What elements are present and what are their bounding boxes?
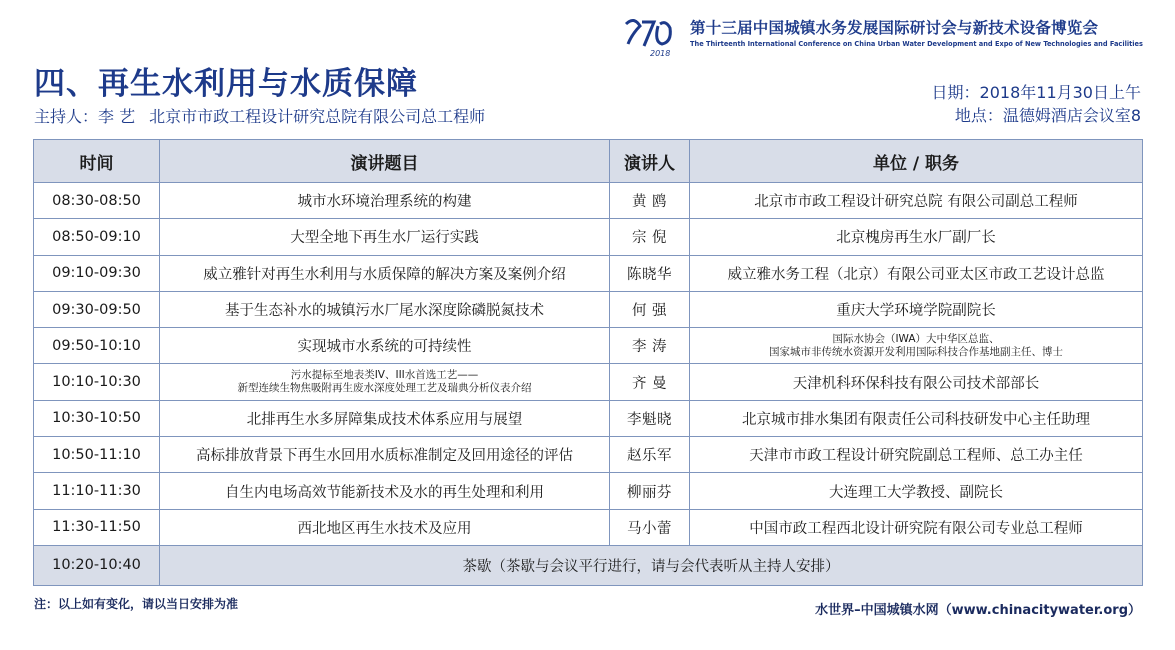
cell-speaker: 何 强 bbox=[610, 291, 690, 327]
cell-speaker: 宗 倪 bbox=[610, 219, 690, 255]
session-date: 日期：2018年11月30日上午 bbox=[931, 83, 1141, 102]
cell-speaker: 马小蕾 bbox=[610, 509, 690, 545]
cell-time: 11:10-11:30 bbox=[34, 473, 160, 509]
session-host bbox=[34, 104, 485, 127]
cell-time: 08:30-08:50 bbox=[34, 183, 160, 219]
table-row bbox=[34, 219, 1143, 255]
table-row bbox=[34, 183, 1143, 219]
cell-org: 威立雅水务工程（北京）有限公司亚太区市政工艺设计总监 bbox=[690, 255, 1143, 291]
cell-topic: 西北地区再生水技术及应用 bbox=[160, 509, 610, 545]
cell-speaker: 李 涛 bbox=[610, 328, 690, 364]
table-row bbox=[34, 255, 1143, 291]
header-org: 单位 / 职务 bbox=[690, 140, 1143, 183]
table-row bbox=[34, 473, 1143, 509]
cell-topic-line: 新型连续生物焦吸附再生废水深度处理工艺及瑞典分析仪表介绍 bbox=[237, 382, 532, 395]
cell-speaker: 李魁晓 bbox=[610, 400, 690, 436]
table-row bbox=[34, 328, 1143, 364]
header-time: 时间 bbox=[34, 140, 160, 183]
cell-speaker: 齐 曼 bbox=[610, 364, 690, 400]
cell-speaker: 赵乐军 bbox=[610, 437, 690, 473]
cell-org bbox=[690, 328, 1143, 364]
cell-speaker: 陈晓华 bbox=[610, 255, 690, 291]
table-row bbox=[34, 400, 1143, 436]
cell-time: 11:30-11:50 bbox=[34, 509, 160, 545]
cell-org: 天津机科环保科技有限公司技术部部长 bbox=[690, 364, 1143, 400]
cell-topic: 大型全地下再生水厂运行实践 bbox=[160, 219, 610, 255]
table-row bbox=[34, 291, 1143, 327]
session-place: 地点：温德姆酒店会议室8 bbox=[954, 106, 1141, 125]
cell-topic: 实现城市水系统的可持续性 bbox=[160, 328, 610, 364]
table-header-row bbox=[34, 140, 1143, 183]
svg-text:2018: 2018 bbox=[650, 49, 671, 58]
footnote: 注：以上如有变化，请以当日安排为准 bbox=[34, 597, 239, 611]
conference-title-en: The Thirteenth International Conference on China Urban Water Development and Expo of New Technologies and Facilities bbox=[690, 40, 1143, 48]
cell-time: 09:50-10:10 bbox=[34, 328, 160, 364]
conference-logo-mark bbox=[620, 14, 686, 58]
table-row bbox=[34, 509, 1143, 545]
cell-topic: 城市水环境治理系统的构建 bbox=[160, 183, 610, 219]
cell-topic-line: 污水提标至地表类IV、III水首选工艺—— bbox=[290, 369, 479, 382]
cell-org-line: 国际水协会（IWA）大中华区总监、 bbox=[832, 332, 1000, 345]
session-title: 四、再生水利用与水质保障 bbox=[34, 66, 418, 102]
cell-topic: 自生内电场高效节能新技术及水的再生处理和利用 bbox=[160, 473, 610, 509]
cell-org: 北京市市政工程设计研究总院 有限公司副总工程师 bbox=[690, 183, 1143, 219]
cell-topic: 北排再生水多屏障集成技术体系应用与展望 bbox=[160, 400, 610, 436]
schedule-table bbox=[33, 139, 1143, 586]
cell-org-line: 国家城市非传统水资源开发利用国际科技合作基地副主任、博士 bbox=[769, 345, 1063, 358]
cell-org: 天津市市政工程设计研究院副总工程师、总工办主任 bbox=[690, 437, 1143, 473]
cell-org: 大连理工大学教授、副院长 bbox=[690, 473, 1143, 509]
cell-time: 10:10-10:30 bbox=[34, 364, 160, 400]
conference-title-cn: 第十三届中国城镇水务发展国际研讨会与新技术设备博览会 bbox=[690, 19, 1099, 37]
break-time: 10:20-10:40 bbox=[34, 545, 160, 585]
cell-org: 北京槐房再生水厂副厂长 bbox=[690, 219, 1143, 255]
host-title: 北京市市政工程设计研究总院有限公司总工程师 bbox=[149, 107, 486, 126]
cell-time: 10:50-11:10 bbox=[34, 437, 160, 473]
conference-logo bbox=[620, 14, 1168, 58]
break-text: 茶歇（茶歇与会议平行进行，请与会代表听从主持人安排） bbox=[160, 545, 1143, 585]
cell-org: 重庆大学环境学院副院长 bbox=[690, 291, 1143, 327]
cell-topic bbox=[160, 364, 610, 400]
header-topic: 演讲题目 bbox=[160, 140, 610, 183]
cell-time: 09:10-09:30 bbox=[34, 255, 160, 291]
table-row bbox=[34, 437, 1143, 473]
cell-topic: 基于生态补水的城镇污水厂尾水深度除磷脱氮技术 bbox=[160, 291, 610, 327]
host-name: 李 艺 bbox=[98, 107, 136, 126]
cell-speaker: 柳丽芬 bbox=[610, 473, 690, 509]
cell-time: 10:30-10:50 bbox=[34, 400, 160, 436]
table-row bbox=[34, 364, 1143, 400]
header-speaker: 演讲人 bbox=[610, 140, 690, 183]
cell-org: 北京城市排水集团有限责任公司科技研发中心主任助理 bbox=[690, 400, 1143, 436]
cell-speaker: 黄 鸥 bbox=[610, 183, 690, 219]
cell-time: 09:30-09:50 bbox=[34, 291, 160, 327]
cell-topic: 威立雅针对再生水利用与水质保障的解决方案及案例介绍 bbox=[160, 255, 610, 291]
cell-time: 08:50-09:10 bbox=[34, 219, 160, 255]
source-credit: 水世界–中国城镇水网（www.chinacitywater.org） bbox=[815, 603, 1141, 618]
host-label: 主持人： bbox=[34, 107, 99, 126]
cell-org: 中国市政工程西北设计研究院有限公司专业总工程师 bbox=[690, 509, 1143, 545]
cell-topic: 高标排放背景下再生水回用水质标准制定及回用途径的评估 bbox=[160, 437, 610, 473]
tea-break-row bbox=[34, 545, 1143, 585]
